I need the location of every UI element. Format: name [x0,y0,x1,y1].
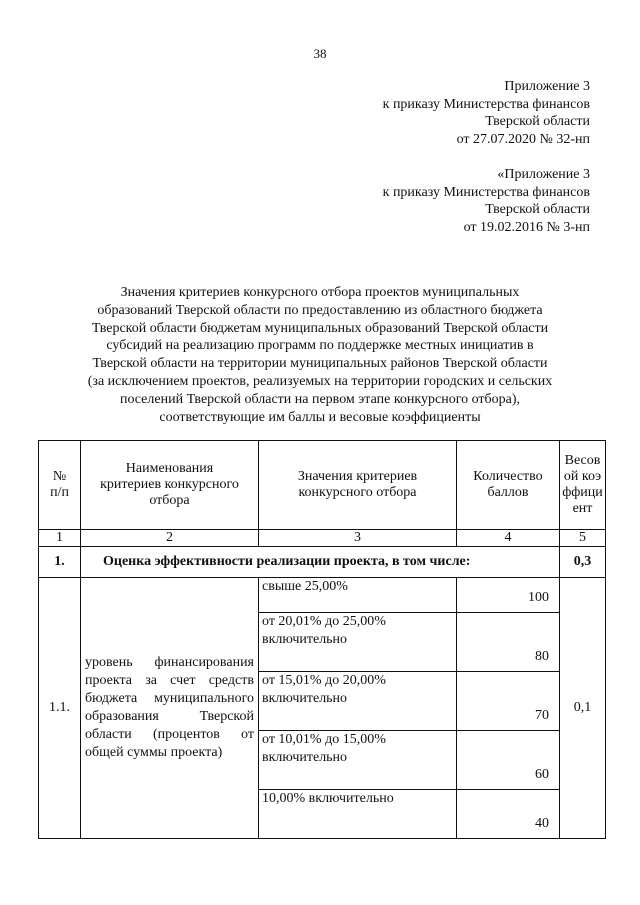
title-line: образований Тверской области по предоставлению из областного бюджета [97,302,543,318]
appendix-line: от 27.07.2020 № 32-нп [456,131,590,147]
title-line: поселений Тверской области на первом этапе конкурсного отбора), [119,391,521,407]
section-weight: 0,3 [560,547,606,578]
criterion-value: от 10,01% до 15,00% включительно [259,731,457,790]
header-weight: Весовой коэффициент [560,441,606,530]
appendix-line: от 19.02.2016 № 3-нп [463,219,590,235]
page-number: 38 [313,46,327,61]
header-score: Количество баллов [457,441,560,530]
title-line: Тверской области на территории муниципальных районов Тверской области [92,356,548,372]
appendix-line: Тверской области [485,202,590,218]
criterion-name: уровень финансирования проекта за счет средств бюджета муниципального образования Тверской области (процентов от общей суммы проекта) [81,578,259,839]
criterion-score: 60 [457,731,560,790]
column-number: 2 [81,530,259,547]
appendix-original [383,166,590,236]
appendix-line: Тверской области [485,114,590,130]
column-number: 5 [560,530,606,547]
table-header-row [39,441,606,530]
header-criterion-values: Значения критериев конкурсного отбора [259,441,457,530]
column-numbers-row [39,530,606,547]
criterion-value: 10,00% включительно [259,790,457,839]
title-line: Тверской области бюджетам муниципальных образований Тверской области [91,320,549,336]
column-number: 3 [259,530,457,547]
criterion-score: 70 [457,672,560,731]
section-row [39,547,606,578]
appendix-line: «Приложение 3 [497,167,590,182]
criterion-score: 100 [457,578,560,613]
appendix-line: к приказу Министерства финансов [382,96,590,112]
criterion-value: от 20,01% до 25,00% включительно [259,613,457,672]
appendix-line: к приказу Министерства финансов [382,184,590,200]
section-number: 1. [39,547,81,578]
criterion-value: от 15,01% до 20,00% включительно [259,672,457,731]
criteria-table [38,440,606,839]
title-line: субсидий на реализацию программ по поддержке местных инициатив в [106,338,534,354]
criterion-value: свыше 25,00% [259,578,457,613]
criterion-score: 80 [457,613,560,672]
header-number: № п/п [39,441,81,530]
criterion-score: 40 [457,790,560,839]
header-criterion-name: Наименования критериев конкурсного отбора [81,441,259,530]
criterion-row [39,578,606,613]
section-title: Оценка эффективности реализации проекта, в том числе: [81,547,560,578]
title-line: Значения критериев конкурсного отбора проектов муниципальных [120,285,520,300]
document-title [60,284,580,426]
appendix-line: Приложение 3 [504,79,590,94]
criterion-weight: 0,1 [560,578,606,839]
column-number: 1 [39,530,81,547]
appendix-current [383,78,590,148]
title-line: (за исключением проектов, реализуемых на территории городских и сельских [87,373,553,389]
title-line: соответствующие им баллы и весовые коэффициенты [159,409,481,425]
criterion-number: 1.1. [39,578,81,839]
column-number: 4 [457,530,560,547]
